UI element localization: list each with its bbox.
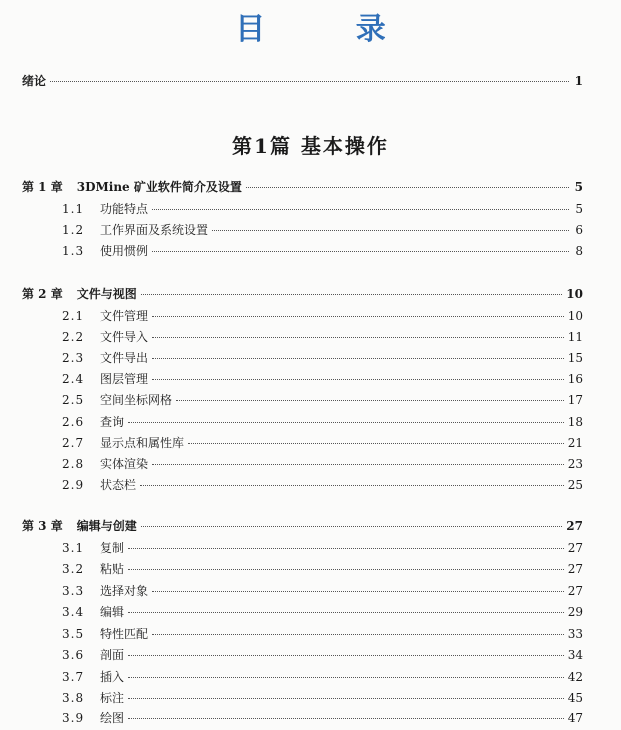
dot-leader [212, 230, 569, 231]
dot-leader [152, 209, 569, 210]
toc-section-3-3[interactable] [62, 581, 583, 601]
toc-chapter-1[interactable] [22, 177, 583, 197]
section-number: 2.2 [62, 330, 85, 344]
section-title: 实体渲染 [100, 457, 149, 471]
dot-leader [128, 548, 564, 549]
dot-leader [152, 337, 564, 338]
chapter-title: 3DMine 矿业软件简介及设置 [76, 180, 242, 194]
toc-section-3-6[interactable] [62, 645, 583, 665]
dot-leader [50, 81, 569, 82]
entry-page: 17 [567, 393, 583, 407]
dot-leader [246, 187, 569, 188]
entry-page: 29 [567, 605, 583, 619]
section-number: 2.7 [62, 436, 85, 450]
section-number: 1.1 [62, 202, 85, 216]
section-title: 使用惯例 [100, 244, 149, 258]
section-title: 文件导入 [100, 330, 149, 344]
entry-page: 33 [567, 627, 583, 641]
section-title: 显示点和属性库 [100, 436, 185, 450]
dot-leader [141, 294, 563, 295]
toc-section-2-8[interactable] [62, 454, 583, 474]
section-number: 1.2 [62, 223, 85, 237]
section-number: 2.9 [62, 478, 85, 492]
entry-page: 34 [567, 648, 583, 662]
entry-page: 27 [567, 584, 583, 598]
toc-section-3-5[interactable] [62, 624, 583, 644]
section-number: 3.3 [62, 584, 85, 598]
dot-leader [152, 358, 564, 359]
section-title: 粘贴 [100, 562, 125, 576]
section-number: 3.1 [62, 541, 85, 555]
chapter-title: 文件与视图 [76, 287, 137, 301]
toc-section-2-6[interactable] [62, 412, 583, 432]
toc-section-1-2[interactable] [62, 220, 583, 240]
section-title: 功能特点 [100, 202, 149, 216]
chapter-number: 第 3 章 [22, 519, 63, 533]
section-number: 2.1 [62, 309, 85, 323]
toc-section-3-9[interactable] [62, 708, 583, 728]
section-title: 剖面 [100, 648, 125, 662]
section-number: 3.9 [62, 711, 85, 725]
chapter-number: 第 2 章 [22, 287, 63, 301]
section-title: 工作界面及系统设置 [100, 223, 209, 237]
dot-leader [128, 698, 564, 699]
dot-leader [152, 379, 564, 380]
section-number: 3.2 [62, 562, 85, 576]
dot-leader [176, 400, 564, 401]
toc-section-2-3[interactable] [62, 348, 583, 368]
toc-section-1-3[interactable] [62, 241, 583, 261]
entry-page: 5 [574, 180, 583, 194]
toc-section-2-5[interactable] [62, 390, 583, 410]
dot-leader [128, 612, 564, 613]
entry-page: 42 [567, 670, 583, 684]
section-number: 2.6 [62, 415, 85, 429]
section-number: 3.8 [62, 691, 85, 705]
entry-page: 11 [567, 330, 583, 344]
section-number: 3.6 [62, 648, 85, 662]
toc-chapter-2[interactable] [22, 284, 583, 304]
entry-page: 23 [567, 457, 583, 471]
part-title: 第1篇 基本操作 [232, 134, 389, 158]
toc-section-3-7[interactable] [62, 667, 583, 687]
entry-page: 15 [567, 351, 583, 365]
section-number: 2.3 [62, 351, 85, 365]
section-number: 3.4 [62, 605, 85, 619]
section-title: 绘图 [100, 711, 125, 725]
toc-section-3-4[interactable] [62, 602, 583, 622]
toc-section-2-7[interactable] [62, 433, 583, 453]
dot-leader [128, 422, 564, 423]
section-title: 查询 [100, 415, 125, 429]
section-title: 状态栏 [100, 478, 137, 492]
entry-page: 45 [567, 691, 583, 705]
toc-section-2-2[interactable] [62, 327, 583, 347]
entry-title: 绪论 [22, 74, 47, 88]
dot-leader [152, 251, 569, 252]
entry-page: 10 [566, 287, 583, 301]
section-number: 1.3 [62, 244, 85, 258]
entry-page: 16 [567, 372, 583, 386]
dot-leader [152, 634, 564, 635]
toc-entry-preface[interactable] [22, 71, 583, 91]
entry-page: 25 [567, 478, 583, 492]
entry-page: 8 [575, 244, 583, 258]
section-title: 空间坐标网格 [100, 393, 173, 407]
dot-leader [128, 677, 564, 678]
dot-leader [128, 655, 564, 656]
section-number: 2.5 [62, 393, 85, 407]
entry-page: 1 [574, 74, 583, 88]
dot-leader [152, 464, 564, 465]
entry-page: 27 [567, 541, 583, 555]
section-number: 3.5 [62, 627, 85, 641]
entry-page: 18 [567, 415, 583, 429]
section-number: 3.7 [62, 670, 85, 684]
dot-leader [188, 443, 564, 444]
section-title: 编辑 [100, 605, 125, 619]
toc-section-3-1[interactable] [62, 538, 583, 558]
dot-leader [128, 718, 564, 719]
toc-section-2-4[interactable] [62, 369, 583, 389]
toc-section-3-8[interactable] [62, 688, 583, 708]
section-title: 文件管理 [100, 309, 149, 323]
section-number: 2.4 [62, 372, 85, 386]
entry-page: 6 [575, 223, 583, 237]
page-title: 目 录 [235, 12, 426, 47]
toc-chapter-3[interactable] [22, 516, 583, 536]
toc-section-3-2[interactable] [62, 559, 583, 579]
entry-page: 5 [575, 202, 583, 216]
chapter-title: 编辑与创建 [76, 519, 137, 533]
entry-page: 47 [567, 711, 583, 725]
section-title: 图层管理 [100, 372, 149, 386]
dot-leader [128, 569, 564, 570]
section-number: 2.8 [62, 457, 85, 471]
dot-leader [140, 485, 564, 486]
dot-leader [152, 316, 564, 317]
section-title: 选择对象 [100, 584, 149, 598]
toc-section-1-1[interactable] [62, 199, 583, 219]
entry-page: 27 [566, 519, 583, 533]
section-title: 插入 [100, 670, 125, 684]
dot-leader [141, 526, 563, 527]
entry-page: 21 [567, 436, 583, 450]
entry-page: 10 [567, 309, 583, 323]
toc-section-2-1[interactable] [62, 306, 583, 326]
section-title: 标注 [100, 691, 125, 705]
entry-page: 27 [567, 562, 583, 576]
dot-leader [152, 591, 564, 592]
section-title: 文件导出 [100, 351, 149, 365]
section-title: 特性匹配 [100, 627, 149, 641]
toc-section-2-9[interactable] [62, 475, 583, 495]
chapter-number: 第 1 章 [22, 180, 63, 194]
section-title: 复制 [100, 541, 125, 555]
